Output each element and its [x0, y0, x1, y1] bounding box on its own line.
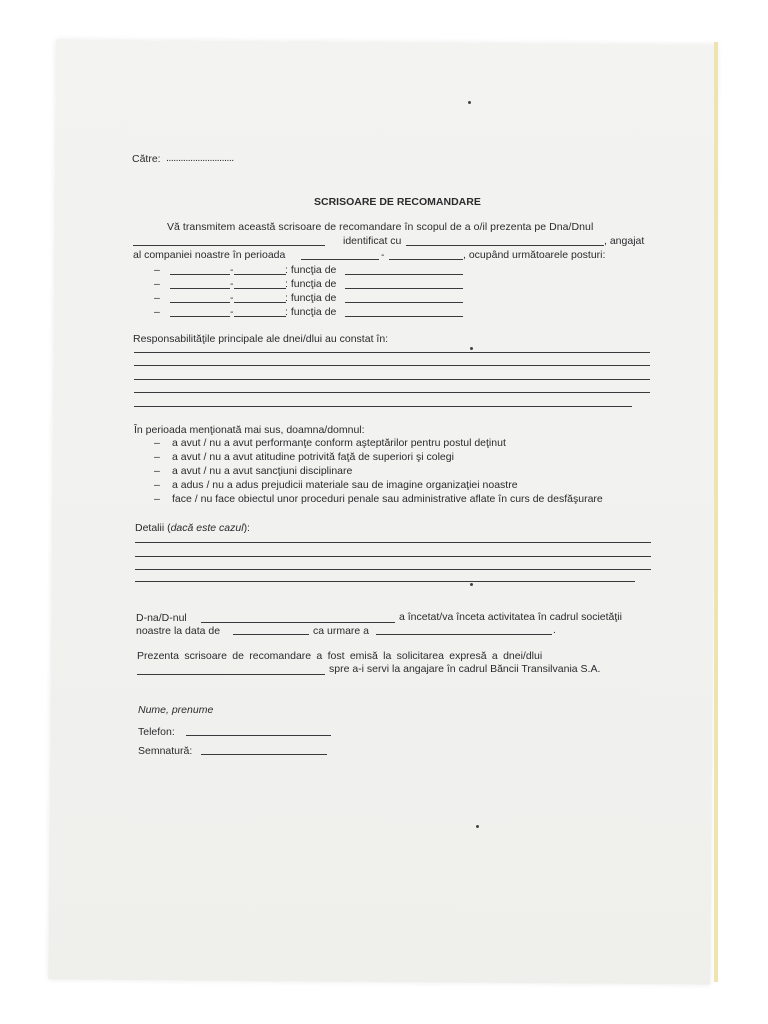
position-start-blank [170, 302, 230, 303]
position-separator: - [230, 306, 234, 318]
termination-person-label: D-na/D-nul [136, 612, 187, 624]
position-function-blank [345, 274, 463, 275]
statement-item: a avut / nu a avut sancţiuni disciplinare [172, 465, 353, 477]
signature-label: Semnatură: [138, 745, 193, 757]
details-line [135, 569, 651, 570]
statement-dash: – [154, 451, 160, 463]
name-surname-label: Nume, prenume [138, 704, 214, 716]
position-dash: – [154, 292, 160, 304]
details-line [135, 556, 651, 557]
paper-edge [714, 42, 718, 982]
details-line [135, 542, 651, 543]
position-function-blank [345, 288, 463, 289]
statement-dash: – [154, 493, 160, 505]
position-function-label: : funcţia de [285, 292, 337, 304]
statement-dash: – [154, 479, 160, 491]
position-end-blank [234, 316, 286, 317]
statement-item: a avut / nu a avut atitudine potrivită faţă de superiori şi colegi [172, 451, 454, 463]
statement-item: face / nu face obiectul unor proceduri penale sau administrative aflate în curs de desfăşurare [172, 493, 603, 505]
position-dash: – [154, 264, 160, 276]
speck [468, 101, 471, 104]
position-function-label: : funcţia de [285, 264, 337, 276]
id-blank [406, 245, 604, 246]
position-dash: – [154, 306, 160, 318]
position-dash: – [154, 278, 160, 290]
period-start-blank [301, 259, 379, 260]
period-label: al companiei noastre în perioada [133, 249, 286, 261]
period-hyphen: - [381, 249, 385, 261]
statement-item: a avut / nu a avut performanţe conform aşteptărilor pentru postul deţinut [172, 437, 506, 449]
position-end-blank [234, 288, 286, 289]
responsibility-line [134, 406, 632, 407]
responsibility-line [134, 379, 650, 380]
name-blank [133, 245, 325, 246]
speck [476, 825, 479, 828]
issued-line-2: spre a-i servi la angajare în cadrul Băncii Transilvania S.A. [329, 663, 601, 675]
employed-label: , angajat [604, 235, 645, 247]
position-function-label: : funcţia de [285, 278, 337, 290]
position-start-blank [170, 288, 230, 289]
termination-date-blank [233, 634, 309, 635]
identified-label: identificat cu [343, 235, 402, 247]
signature-blank [201, 754, 327, 755]
responsibilities-heading: Responsabilităţile principale ale dnei/dlui au constat în: [133, 333, 389, 345]
speck [470, 347, 473, 350]
position-function-blank [345, 302, 463, 303]
position-function-blank [345, 316, 463, 317]
recipient-blank: ............................ [166, 152, 234, 164]
position-separator: - [230, 264, 234, 276]
period-heading: În perioada menţionată mai sus, doamna/domnul: [134, 424, 365, 436]
phone-blank [186, 735, 331, 736]
speck [470, 583, 473, 586]
position-function-label: : funcţia de [285, 306, 337, 318]
issued-line-1: Prezenta scrisoare de recomandare a fost emisă la solicitarea expresă a dnei/dlui [137, 650, 543, 662]
issued-name-blank [137, 674, 325, 675]
termination-reason-blank [376, 634, 552, 635]
responsibility-line [134, 352, 650, 353]
position-end-blank [234, 274, 286, 275]
occupying-label: , ocupând următoarele posturi: [463, 249, 606, 261]
position-start-blank [170, 316, 230, 317]
termination-activity-label: a încetat/va înceta activitatea în cadrul societăţii [399, 611, 622, 623]
phone-label: Telefon: [138, 726, 175, 738]
statement-dash: – [154, 465, 160, 477]
termination-reason-label: ca urmare a [313, 625, 370, 637]
responsibility-line [134, 365, 650, 366]
position-separator: - [230, 292, 234, 304]
statement-item: a adus / nu a adus prejudicii materiale sau de imagine organizaţiei noastre [172, 479, 518, 491]
termination-name-blank [201, 622, 395, 623]
position-end-blank [234, 302, 286, 303]
termination-date-label: noastre la data de [136, 625, 221, 637]
recipient-label: Către: [132, 153, 161, 165]
document-sheet [48, 39, 717, 984]
responsibility-line [134, 392, 650, 393]
position-start-blank [170, 274, 230, 275]
details-label: Detalii (dacă este cazul): [135, 522, 250, 534]
position-separator: - [230, 278, 234, 290]
termination-end: . [553, 624, 556, 636]
intro-line-1: Vă transmitem această scrisoare de recomandare în scopul de a o/il prezenta pe Dna/Dnul [167, 221, 594, 233]
period-end-blank [389, 259, 463, 260]
details-line [135, 581, 635, 582]
statement-dash: – [154, 437, 160, 449]
document-title: SCRISOARE DE RECOMANDARE [314, 196, 481, 208]
